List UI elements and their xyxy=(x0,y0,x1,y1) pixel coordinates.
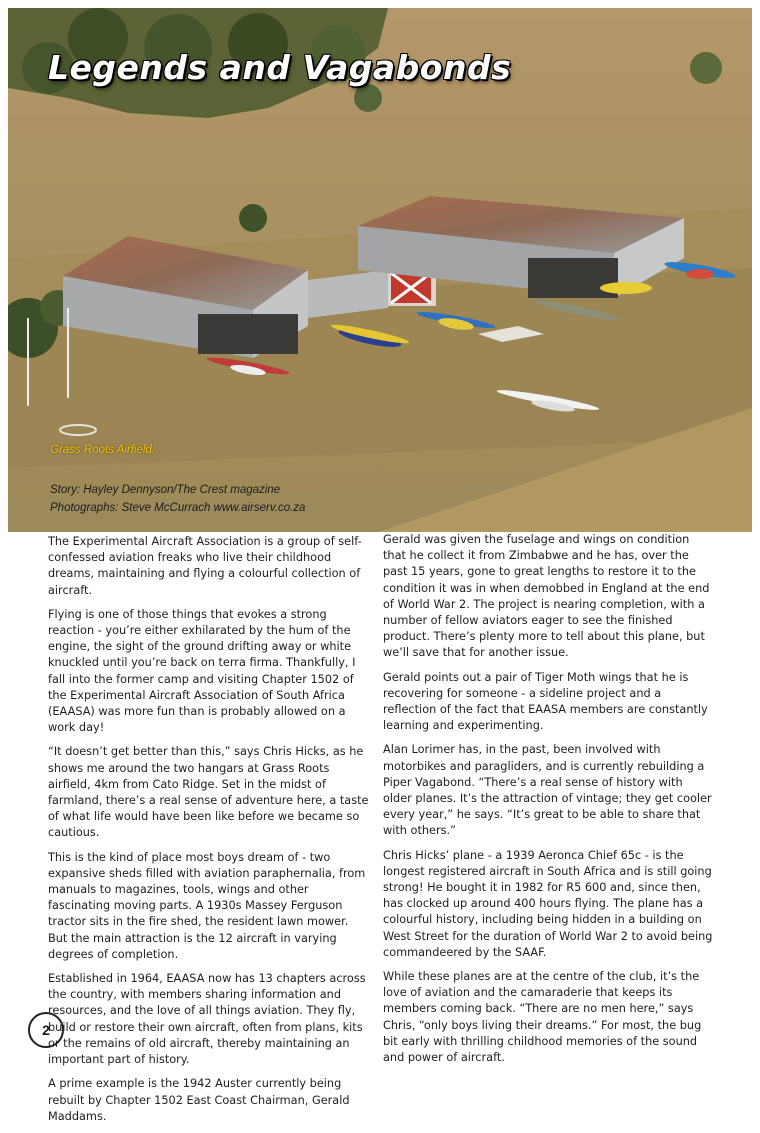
photo-credit: Photographs: Steve McCurrach www.airserv.co.za xyxy=(50,502,306,514)
article-title: Legends and Vagabonds xyxy=(48,48,512,87)
paragraph: Gerald was given the fuselage and wings on condition that he collect it from Zimbabwe and he has, over the past 15 years, gone to great lengths to restore it to the condition it was in when demobbed in England at the end of World War 2. The project is nearing completion, with a number of fellow aviators eager to see the finished product. There’s plenty more to tell about this plane, but we’ll save that for another issue. xyxy=(383,533,710,660)
hero-photo xyxy=(8,8,752,532)
paragraph: “It doesn’t get better than this,” says Chris Hicks, as he shows me around the two hangars at Grass Roots airfield, 4km from Cato Ridge. Set in the midst of farmland, there’s a real sense of adventure here, a taste of what life would have been like before we became so cautious. xyxy=(48,745,369,840)
article-column-left xyxy=(48,534,370,1133)
page-number: 2 xyxy=(28,1012,64,1048)
plane-5 xyxy=(600,282,652,294)
paragraph: Established in 1964, EAASA now has 13 chapters across the country, with members sharing information and resources, and the love of all things aviation. They fly, build or restore their own aircraft, often from plans, kits or the remains of old aircraft, thereby maintaining an important part of history. xyxy=(48,972,366,1067)
photo-caption: Grass Roots Airfield. xyxy=(50,444,156,456)
paragraph: Gerald points out a pair of Tiger Moth wings that he is recovering for someone - a sideline project and a reflection of the fact that EAASA members are constantly learning and experimenting. xyxy=(383,670,708,733)
paragraph: The Experimental Aircraft Association is a group of self-confessed aviation freaks who live their childhood dreams, maintaining and flying a colourful collection of aircraft. xyxy=(48,535,362,597)
paragraph: Chris Hicks’ plane - a 1939 Aeronca Chief 65c - is the longest registered aircraft in South Africa and is still going strong! He bought it in 1982 for R5 600 and, since then, has clocked up around 400 hours flying. The plane has a colourful history, including being hidden in a building on West Street for the duration of World War 2 to avoid being commandeered by the SAAF. xyxy=(383,848,713,959)
paragraph: Alan Lorimer has, in the past, been involved with motorbikes and paragliders, and is currently rebuilding a Piper Vagabond. “There’s a real sense of history with older planes. It’s the attraction of vintage; they get cooler every year,” he says. “It’s great to be able to share that with others.” xyxy=(383,743,712,838)
paragraph: While these planes are at the centre of the club, it’s the love of aviation and the camaraderie that keeps its members coming back. “There are no men here,” says Chris, “only boys living their dreams.” For most, the bug bit early with thrilling childhood memories of the sound and power of aircraft. xyxy=(383,970,702,1065)
article-column-right xyxy=(383,532,713,1074)
story-credit: Story: Hayley Dennyson/The Crest magazine xyxy=(50,484,281,496)
paragraph: This is the kind of place most boys dream of - two expansive sheds filled with aviation paraphernalia, from manuals to magazines, tools, wings and other fascinating moving parts. A 1930s Massey Ferguson tractor sits in the fire shed, the resident lawn mower. But the main attraction is the 12 aircraft in varying degrees of completion. xyxy=(48,850,366,961)
paragraph: A prime example is the 1942 Auster currently being rebuilt by Chapter 1502 East Coast Chairman, Gerald Maddams. xyxy=(48,1077,350,1123)
paragraph: Flying is one of those things that evokes a strong reaction - you’re either exhilarated by the hum of the engine, the sight of the ground drifting away or white knuckled until you’re back on terra firma. Thankfully, I fall into the former camp and visiting Chapter 1502 of the Experimental Aircraft Association of South Africa (EAASA) was more fun than is probably allowed on a work day! xyxy=(48,607,356,735)
